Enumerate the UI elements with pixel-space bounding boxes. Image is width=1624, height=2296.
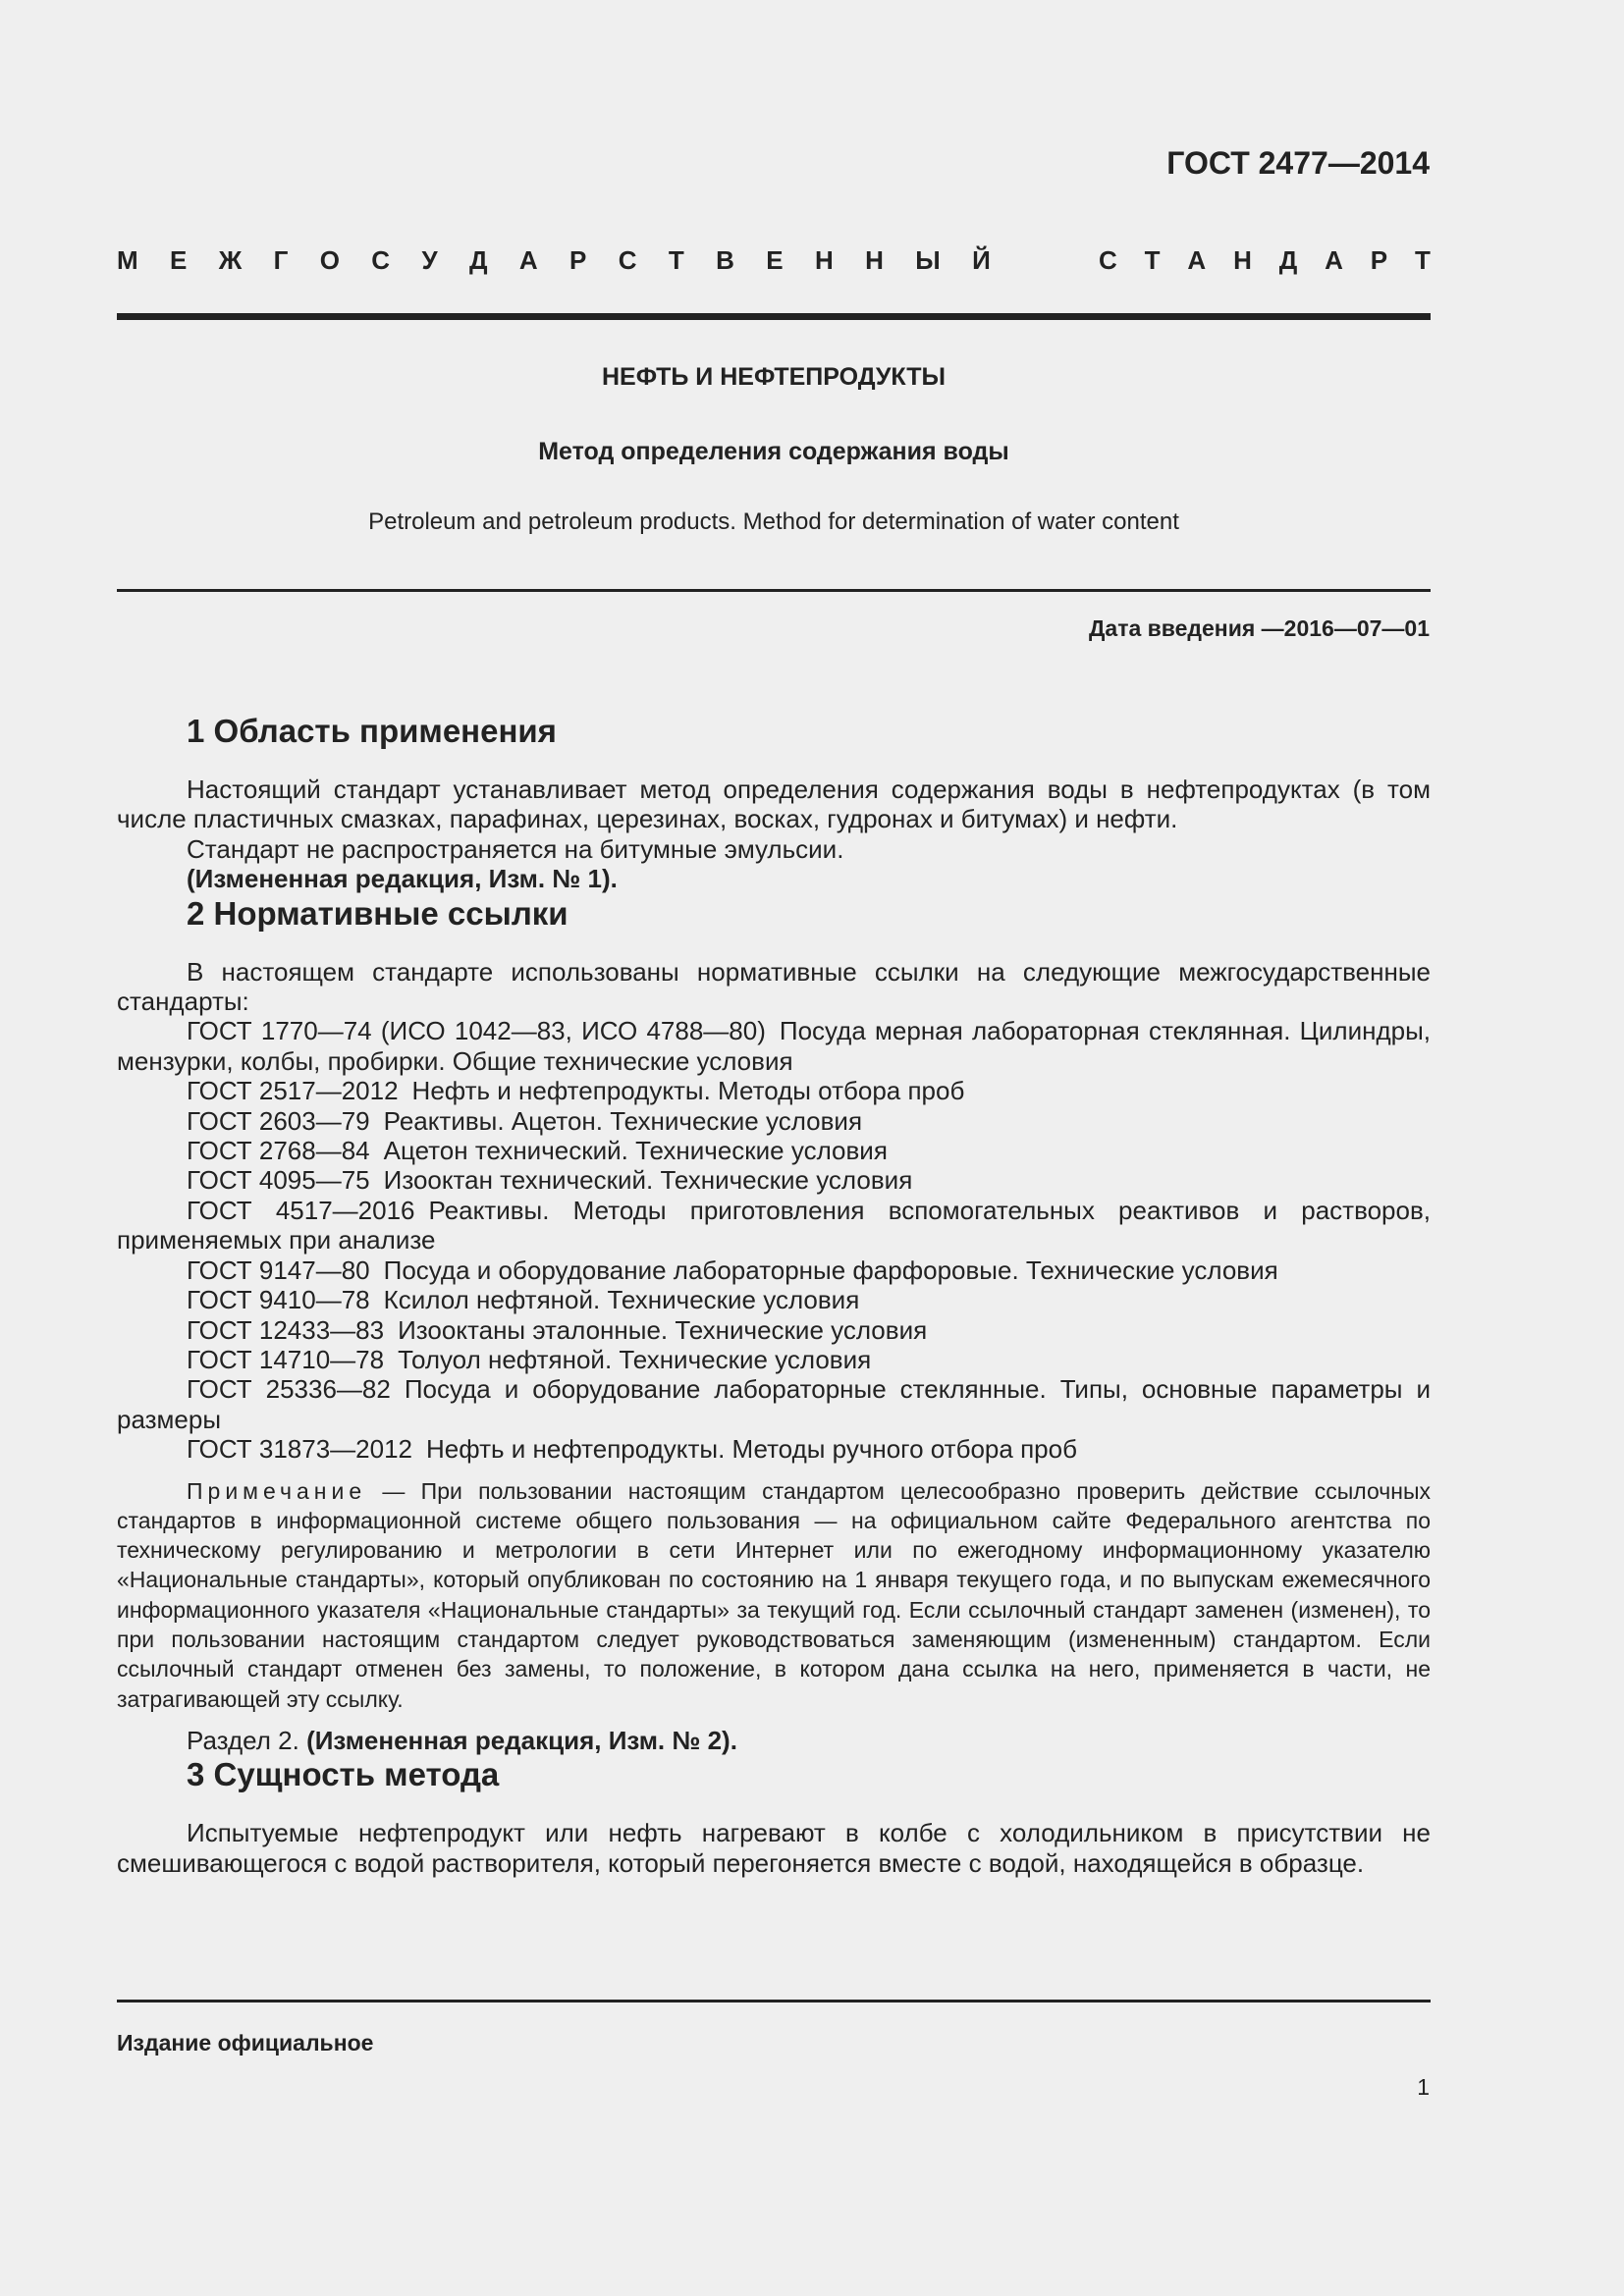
banner-letter: С [618, 245, 637, 275]
note-label: Примечание [187, 1477, 367, 1504]
title-divider [117, 589, 1431, 592]
reference-title: Ацетон технический. Технические условия [383, 1136, 888, 1166]
reference-title: Ксилол нефтяной. Технические условия [383, 1285, 860, 1315]
banner-letter: Д [1278, 245, 1298, 275]
document-id: ГОСТ 2477—2014 [1166, 145, 1430, 181]
paragraph: Стандарт не распространяется на битумные эмульсии. [187, 833, 844, 864]
banner-letter: С [1099, 245, 1117, 275]
banner-letter: Е [766, 245, 784, 275]
introduction-date: Дата введения —2016—07—01 [1089, 615, 1430, 641]
document-body [117, 712, 1431, 1878]
banner-letter: Ы [915, 245, 941, 275]
banner-letter: Д [468, 245, 488, 275]
reference-title: Посуда мерная лабораторная стеклянная. Цилиндры, мензурки, колбы, пробирки. Общие технические условия [117, 1016, 1432, 1076]
banner-letter: Е [170, 245, 188, 275]
footer-divider [117, 2000, 1431, 2002]
reference-code: ГОСТ 2517—2012 [187, 1076, 399, 1106]
paragraph: Настоящий стандарт устанавливает метод определения содержания воды в нефтепродуктах (в том числе пластичных смазках, парафинах, церезинах, восках, гудронах и битумах) и нефти. [117, 774, 1431, 834]
reference-item [117, 1255, 1431, 1285]
reference-code: ГОСТ 12433—83 [187, 1314, 385, 1345]
section-heading-method: 3 Сущность метода [187, 1756, 500, 1793]
reference-code: ГОСТ 2603—79 [187, 1105, 370, 1136]
section-heading-scope: 1 Область применения [187, 713, 557, 749]
banner-letter: У [421, 245, 438, 275]
reference-title: Изооктаны эталонные. Технические условия [398, 1314, 928, 1345]
revision-note [117, 1726, 1431, 1755]
banner-letter: Т [668, 245, 684, 275]
reference-code: ГОСТ 31873—2012 [187, 1434, 413, 1465]
reference-code: ГОСТ 9147—80 [187, 1255, 370, 1285]
page-number: 1 [1417, 2074, 1430, 2100]
reference-item [117, 1315, 1431, 1345]
reference-code: ГОСТ 9410—78 [187, 1285, 370, 1315]
section-heading-references: 2 Нормативные ссылки [187, 894, 568, 932]
reference-title: Реактивы. Методы приготовления вспомогательных реактивов и растворов, применяемых при анализе [117, 1195, 1431, 1255]
banner-letter: С [371, 245, 391, 275]
reference-code: ГОСТ 4517—2016 [187, 1195, 415, 1225]
revision-note: (Измененная редакция, Изм. № 1). [187, 864, 618, 894]
reference-item [117, 1165, 1431, 1195]
reference-item [117, 1434, 1431, 1464]
reference-item [117, 1106, 1431, 1136]
reference-code: ГОСТ 14710—78 [187, 1344, 385, 1374]
banner-letter: Г [273, 245, 289, 275]
banner-letter: Н [865, 245, 884, 275]
note-text: — При пользовании настоящим стандартом целесообразно проверить действие ссылочных стандартов в информационной системе общего пользования — на официальном сайте Федерального агентства по техническому регулированию и метрологии в сети Интернет или по ежегодному информационному указателю «Национальные стандарты», который опубликован по состоянию на 1 января текущего года, и по выпускам ежемесячного информационного указателя «Национальные стандарты» за текущий год. Если ссылочный стандарт заменен (изменен), то при пользовании настоящим стандартом следует руководствоваться заменяющим (измененным) стандартом. Если ссылочный стандарт отменен без замены, то положение, в котором дана ссылка на него, применяется в части, не затрагивающей эту ссылку. [117, 1477, 1431, 1712]
banner-letter: Р [569, 245, 587, 275]
banner-letter: Т [1415, 245, 1431, 275]
english-title: Petroleum and petroleum products. Method for determination of water content [368, 508, 1179, 535]
reference-item [117, 1016, 1431, 1076]
revision-prefix: Раздел 2. [187, 1725, 307, 1755]
reference-item [117, 1374, 1431, 1434]
reference-title: Посуда и оборудование лабораторные стеклянные. Типы, основные параметры и размеры [117, 1374, 1431, 1434]
reference-title: Реактивы. Ацетон. Технические условия [383, 1105, 863, 1136]
banner-letter: Й [972, 245, 991, 275]
banner-letter: А [1187, 245, 1207, 275]
paragraph: В настоящем стандарте использованы нормативные ссылки на следующие межгосударственные стандарты: [117, 956, 1431, 1017]
paragraph: Испытуемые нефтепродукт или нефть нагревают в колбе с холодильником в присутствии не смешивающегося с водой растворителя, который перегоняется вместе с водой, находящейся в образце. [117, 1818, 1431, 1878]
banner-letter: Р [1370, 245, 1388, 275]
reference-item [117, 1285, 1431, 1314]
banner-word-interstate [117, 245, 991, 276]
reference-code: ГОСТ 1770—74 (ИСО 1042—83, ИСО 4788—80) [187, 1016, 766, 1046]
banner-letter: Н [1233, 245, 1252, 275]
note-paragraph [117, 1476, 1431, 1714]
reference-code: ГОСТ 2768—84 [187, 1136, 370, 1166]
reference-title: Толуол нефтяной. Технические условия [398, 1344, 872, 1374]
banner-letter: Н [814, 245, 834, 275]
reference-item [117, 1345, 1431, 1374]
reference-code: ГОСТ 4095—75 [187, 1165, 370, 1196]
reference-item [117, 1196, 1431, 1255]
reference-item [117, 1136, 1431, 1165]
revision-text: (Измененная редакция, Изм. № 2). [306, 1725, 737, 1755]
banner-letter: В [716, 245, 734, 275]
banner-word-standard [1099, 245, 1431, 276]
reference-title: Изооктан технический. Технические условия [383, 1165, 913, 1196]
banner-letter: А [518, 245, 538, 275]
banner-letter: М [117, 245, 138, 275]
standard-banner [117, 245, 1431, 276]
document-subtitle: Метод определения содержания воды [538, 438, 1009, 465]
reference-title: Нефть и нефтепродукты. Методы ручного отбора проб [426, 1434, 1077, 1465]
reference-code: ГОСТ 25336—82 [187, 1374, 391, 1405]
reference-title: Посуда и оборудование лабораторные фарфоровые. Технические условия [383, 1255, 1278, 1285]
header-divider [117, 313, 1431, 320]
banner-letter: Т [1144, 245, 1161, 275]
reference-item [117, 1076, 1431, 1105]
banner-letter: Ж [218, 245, 243, 275]
document-title: НЕФТЬ И НЕФТЕПРОДУКТЫ [602, 363, 946, 391]
reference-title: Нефть и нефтепродукты. Методы отбора проб [411, 1076, 965, 1106]
banner-letter: О [319, 245, 340, 275]
banner-letter: А [1325, 245, 1343, 275]
official-edition-label: Издание официальное [117, 2030, 374, 2056]
